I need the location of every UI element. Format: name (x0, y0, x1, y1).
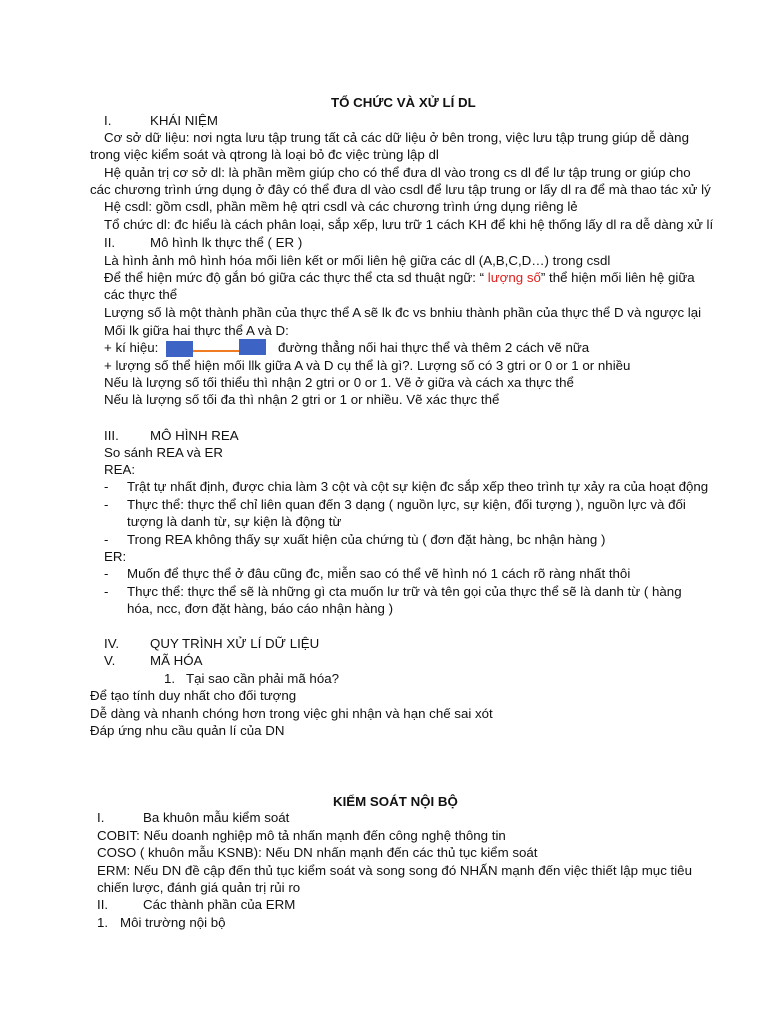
paragraph-line: Cơ sở dữ liệu: nơi ngta lưu tập trung tất cả các dữ liệu ở bên trong, việc lưu tập trung giúp dễ dàng (104, 130, 689, 145)
entity-box-a (166, 341, 193, 357)
paragraph-line: Dễ dàng và nhanh chóng hơn trong việc ghi nhận và hạn chế sai xót (90, 706, 493, 721)
list-item: Môi trường nội bộ (120, 915, 226, 930)
text-segment: Để thể hiện mức độ gắn bó giữa các thực thể cta sd thuật ngữ: “ (104, 270, 485, 285)
list-item: Trong REA không thấy sự xuất hiện của chứng tù ( đơn đặt hàng, bc nhận hàng ) (127, 532, 606, 547)
bullet-dash: - (104, 584, 109, 599)
heading-number: II. (97, 897, 109, 912)
bullet-dash: - (104, 532, 109, 547)
paragraph-line: Đáp ứng nhu cầu quản lí của DN (90, 723, 285, 738)
paragraph-line: + lượng số thể hiện mối llk giữa A và D cụ thể là gì?. Lượng số có 3 gtri or 0 or 1 or nhiều (104, 358, 631, 373)
paragraph-line: Mối lk giữa hai thực thể A và D: (104, 323, 289, 338)
heading-number: II. (104, 235, 116, 250)
paragraph-line: Hệ csdl: gồm csdl, phần mềm hệ qtri csdl và các chương trình ứng dụng riêng lẻ (104, 199, 578, 214)
heading-number: I. (104, 113, 112, 128)
paragraph-line: Nếu là lượng số tối đa thì nhận 2 gtri or 1 or nhiều. Vẽ xác thực thể (104, 392, 500, 407)
paragraph-line: COSO ( khuôn mẫu KSNB): Nếu DN nhấn mạnh đến các thủ tục kiểm soát (97, 845, 538, 860)
paragraph-line: ERM: Nếu DN đề cập đến thủ tục kiểm soát và song song đó NHẤN mạnh đến việc thiết lập mục tiêu (97, 863, 692, 878)
paragraph-line: Để tạo tính duy nhất cho đối tượng (90, 688, 297, 703)
list-item: Thực thể: thực thể chỉ liên quan đến 3 dạng ( nguồn lực, sự kiện, đối tượng ), nguồn lực và đối (127, 497, 686, 512)
list-item-continuation: tượng là danh từ, sự kiện là động từ (127, 514, 342, 529)
paragraph-line: Lượng số là một thành phần của thực thể A sẽ lk đc vs bnhiu thành phần của thực thể D và ngược lại (104, 305, 702, 320)
heading-rea-model: MÔ HÌNH REA (150, 428, 239, 443)
paragraph-line: Là hình ảnh mô hình hóa mối liên kết or mối liên hệ giữa các dl (A,B,C,D…) trong csdl (104, 253, 611, 268)
heading-encoding: MÃ HÓA (150, 653, 203, 668)
paragraph-line: REA: (104, 462, 136, 477)
paragraph-line: So sánh REA và ER (104, 445, 223, 460)
heading-number: IV. (104, 636, 120, 651)
heading-control-frameworks: Ba khuôn mẫu kiểm soát (143, 810, 290, 825)
bullet-dash: - (104, 497, 109, 512)
paragraph-line (104, 269, 695, 286)
paragraph-line: Nếu là lượng số tối thiểu thì nhận 2 gtri or 0 or 1. Vẽ ở giữa và cách xa thực thể (104, 375, 574, 390)
heading-number: V. (104, 653, 116, 668)
list-item: Muốn để thực thể ở đâu cũng đc, miễn sao có thể vẽ hình nó 1 cách rõ ràng nhất thôi (127, 566, 631, 581)
heading-er-model: Mô hình lk thực thể ( ER ) (150, 235, 303, 250)
paragraph-line: ER: (104, 549, 127, 564)
list-item: Trật tự nhất định, được chia làm 3 cột và cột sự kiện đc sắp xếp theo trình tự xảy ra của hoạt động (127, 479, 709, 494)
entity-box-d (239, 339, 266, 355)
heading-erm-components: Các thành phần của ERM (143, 897, 296, 912)
bullet-dash: - (104, 566, 109, 581)
highlighted-term: lượng số (484, 270, 541, 285)
section-title: TỔ CHỨC VÀ XỬ LÍ DL (331, 95, 476, 110)
list-number: 1. (97, 915, 109, 930)
paragraph-line: chiến lược, đánh giá quản trị rủi ro (97, 880, 301, 895)
heading-number: I. (97, 810, 105, 825)
paragraph-line: đường thẳng nối hai thực thể và thêm 2 cách vẽ nữa (278, 340, 590, 355)
heading-khai-niem: KHÁI NIỆM (150, 113, 218, 128)
text-segment: ” thể hiện mối liên hệ giữa (540, 270, 695, 285)
heading-number: III. (104, 428, 119, 443)
paragraph-line: Hệ quản trị cơ sở dl: là phần mềm giúp cho có thể đưa dl vào trong cs dl để lư tập trung or giúp cho (104, 165, 691, 180)
paragraph-line: Tổ chức dl: đc hiểu là cách phân loại, sắp xếp, lưu trữ 1 cách KH để khi hệ thống lấy dl ra dễ dàng xử lí (104, 217, 714, 232)
entity-link-line (193, 350, 239, 352)
bullet-dash: - (104, 479, 109, 494)
list-item: Thực thể: thực thể sẽ là những gì cta muốn lư trữ và tên gọi của thực thể sẽ là danh từ ( hàng (127, 584, 682, 599)
question-line: Tại sao cần phải mã hóa? (186, 671, 340, 686)
paragraph-line: các chương trình ứng dụng ở đây có thể đưa dl vào csdl để lưu tập trung or lấy dl ra để mà thao tác xử lý (90, 182, 711, 197)
paragraph-line: trong việc kiểm soát và qtrong là loại bỏ đc việc trùng lập dl (90, 147, 439, 162)
section-title: KIỂM SOÁT NỘI BỘ (333, 794, 458, 809)
heading-data-process: QUY TRÌNH XỬ LÍ DỮ LIỆU (150, 636, 320, 651)
list-item-continuation: hóa, ncc, đơn đặt hàng, báo cáo nhận hàng ) (127, 601, 393, 616)
list-number: 1. (164, 671, 176, 686)
paragraph-line: các thực thể (104, 287, 178, 302)
paragraph-line: + kí hiệu: (104, 340, 159, 355)
paragraph-line: COBIT: Nếu doanh nghiệp mô tả nhấn mạnh đến công nghệ thông tin (97, 828, 506, 843)
